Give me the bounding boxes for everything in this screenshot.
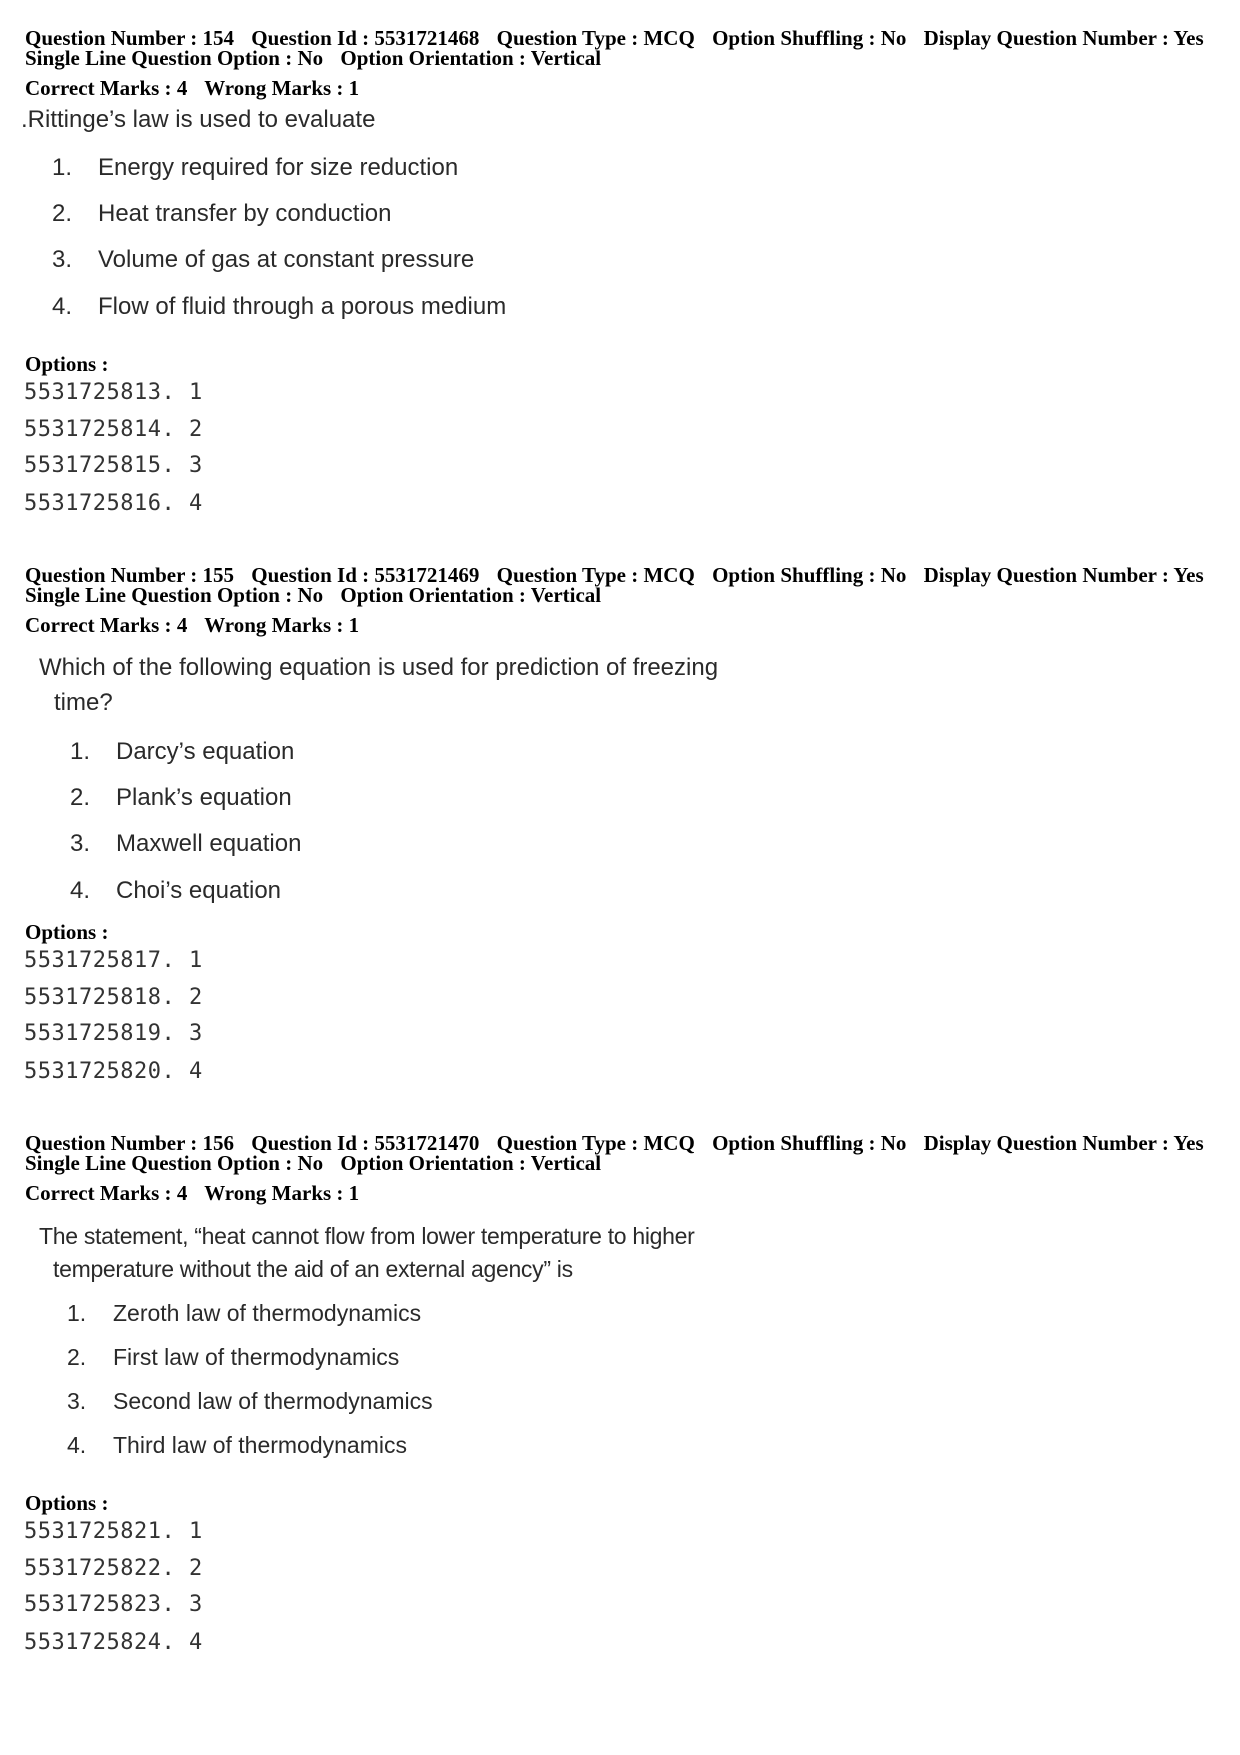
question-id-label: Question Id : — [251, 26, 370, 50]
question-id-label: Question Id : — [251, 1131, 370, 1155]
wrong-marks-value: 1 — [348, 613, 360, 637]
single-line-option-label: Single Line Question Option : — [25, 1151, 293, 1175]
correct-marks-label: Correct Marks : — [25, 76, 172, 100]
display-question-number-value: Yes — [1173, 563, 1204, 587]
option-row: 5531725824. 4 — [24, 1630, 203, 1655]
question-choice: 4. Flow of fluid through a porous medium — [52, 293, 507, 320]
option-row: 5531725821. 1 — [24, 1519, 203, 1544]
single-line-option-label: Single Line Question Option : — [25, 46, 293, 70]
option-row: 5531725818. 2 — [24, 985, 203, 1010]
option-orientation-label: Option Orientation : — [340, 46, 526, 70]
option-row: 5531725814. 2 — [24, 417, 203, 442]
question-type-value: MCQ — [643, 26, 695, 50]
question-number-label: Question Number : — [25, 1131, 198, 1155]
correct-marks-label: Correct Marks : — [25, 613, 172, 637]
option-shuffling-label: Option Shuffling : — [712, 1131, 876, 1155]
correct-marks-value: 4 — [176, 1181, 188, 1205]
option-orientation-label: Option Orientation : — [340, 583, 526, 607]
single-line-option-value: No — [297, 46, 324, 70]
question-stem-line: .Rittinge’s law is used to evaluate — [21, 106, 376, 133]
wrong-marks-value: 1 — [348, 1181, 360, 1205]
question-choice: 1. Darcy’s equation — [70, 738, 295, 765]
single-line-option-value: No — [297, 1151, 324, 1175]
single-line-option-label: Single Line Question Option : — [25, 583, 293, 607]
option-row: 5531725815. 3 — [24, 453, 203, 478]
correct-marks-value: 4 — [176, 76, 188, 100]
option-row: 5531725822. 2 — [24, 1556, 203, 1581]
marks-line — [25, 615, 1225, 636]
options-label: Options : — [25, 1491, 109, 1515]
option-row: 5531725816. 4 — [24, 491, 203, 516]
question-meta-line-2 — [25, 1153, 1225, 1174]
option-shuffling-value: No — [880, 26, 907, 50]
question-number-label: Question Number : — [25, 563, 198, 587]
question-number-value: 156 — [202, 1131, 235, 1155]
question-stem-line: time? — [54, 689, 113, 716]
question-id-label: Question Id : — [251, 563, 370, 587]
options-label: Options : — [25, 352, 109, 376]
question-choice: 2. Plank’s equation — [70, 784, 292, 811]
option-shuffling-label: Option Shuffling : — [712, 563, 876, 587]
wrong-marks-label: Wrong Marks : — [204, 1181, 344, 1205]
option-row: 5531725813. 1 — [24, 380, 203, 405]
option-row: 5531725817. 1 — [24, 948, 203, 973]
question-number-value: 154 — [202, 26, 235, 50]
question-choice: 4. Third law of thermodynamics — [67, 1432, 407, 1458]
question-stem-line: The statement, “heat cannot flow from lower temperature to higher — [39, 1223, 695, 1249]
wrong-marks-value: 1 — [348, 76, 360, 100]
option-orientation-value: Vertical — [530, 46, 602, 70]
question-type-value: MCQ — [643, 563, 695, 587]
marks-line — [25, 78, 1225, 99]
question-number-value: 155 — [202, 563, 235, 587]
display-question-number-label: Display Question Number : — [923, 1131, 1169, 1155]
display-question-number-label: Display Question Number : — [923, 26, 1169, 50]
question-type-label: Question Type : — [496, 563, 639, 587]
question-stem-line: temperature without the aid of an external agency” is — [53, 1256, 573, 1282]
question-id-value: 5531721470 — [374, 1131, 480, 1155]
question-choice: 3. Second law of thermodynamics — [67, 1388, 433, 1414]
question-choice: 1. Zeroth law of thermodynamics — [67, 1300, 422, 1326]
question-meta-line-2 — [25, 585, 1225, 606]
question-choice: 3. Maxwell equation — [70, 830, 302, 857]
wrong-marks-label: Wrong Marks : — [204, 76, 344, 100]
question-meta-line-2 — [25, 48, 1225, 69]
question-type-label: Question Type : — [496, 26, 639, 50]
question-type-value: MCQ — [643, 1131, 695, 1155]
question-stem-line: Which of the following equation is used for prediction of freezing — [39, 654, 719, 681]
options-label: Options : — [25, 920, 109, 944]
question-choice: 2. First law of thermodynamics — [67, 1344, 400, 1370]
option-shuffling-label: Option Shuffling : — [712, 26, 876, 50]
single-line-option-value: No — [297, 583, 324, 607]
marks-line — [25, 1183, 1225, 1204]
option-row: 5531725823. 3 — [24, 1592, 203, 1617]
question-id-value: 5531721469 — [374, 563, 480, 587]
option-row: 5531725819. 3 — [24, 1021, 203, 1046]
option-orientation-value: Vertical — [530, 1151, 602, 1175]
display-question-number-value: Yes — [1173, 26, 1204, 50]
correct-marks-value: 4 — [176, 613, 188, 637]
wrong-marks-label: Wrong Marks : — [204, 613, 344, 637]
question-choice: 1. Energy required for size reduction — [52, 154, 459, 181]
question-choice: 2. Heat transfer by conduction — [52, 200, 392, 227]
option-orientation-label: Option Orientation : — [340, 1151, 526, 1175]
display-question-number-value: Yes — [1173, 1131, 1204, 1155]
option-row: 5531725820. 4 — [24, 1059, 203, 1084]
question-type-label: Question Type : — [496, 1131, 639, 1155]
display-question-number-label: Display Question Number : — [923, 563, 1169, 587]
option-orientation-value: Vertical — [530, 583, 602, 607]
question-id-value: 5531721468 — [374, 26, 480, 50]
question-choice: 3. Volume of gas at constant pressure — [52, 246, 475, 273]
correct-marks-label: Correct Marks : — [25, 1181, 172, 1205]
question-number-label: Question Number : — [25, 26, 198, 50]
option-shuffling-value: No — [880, 563, 907, 587]
option-shuffling-value: No — [880, 1131, 907, 1155]
question-choice: 4. Choi’s equation — [70, 877, 282, 904]
